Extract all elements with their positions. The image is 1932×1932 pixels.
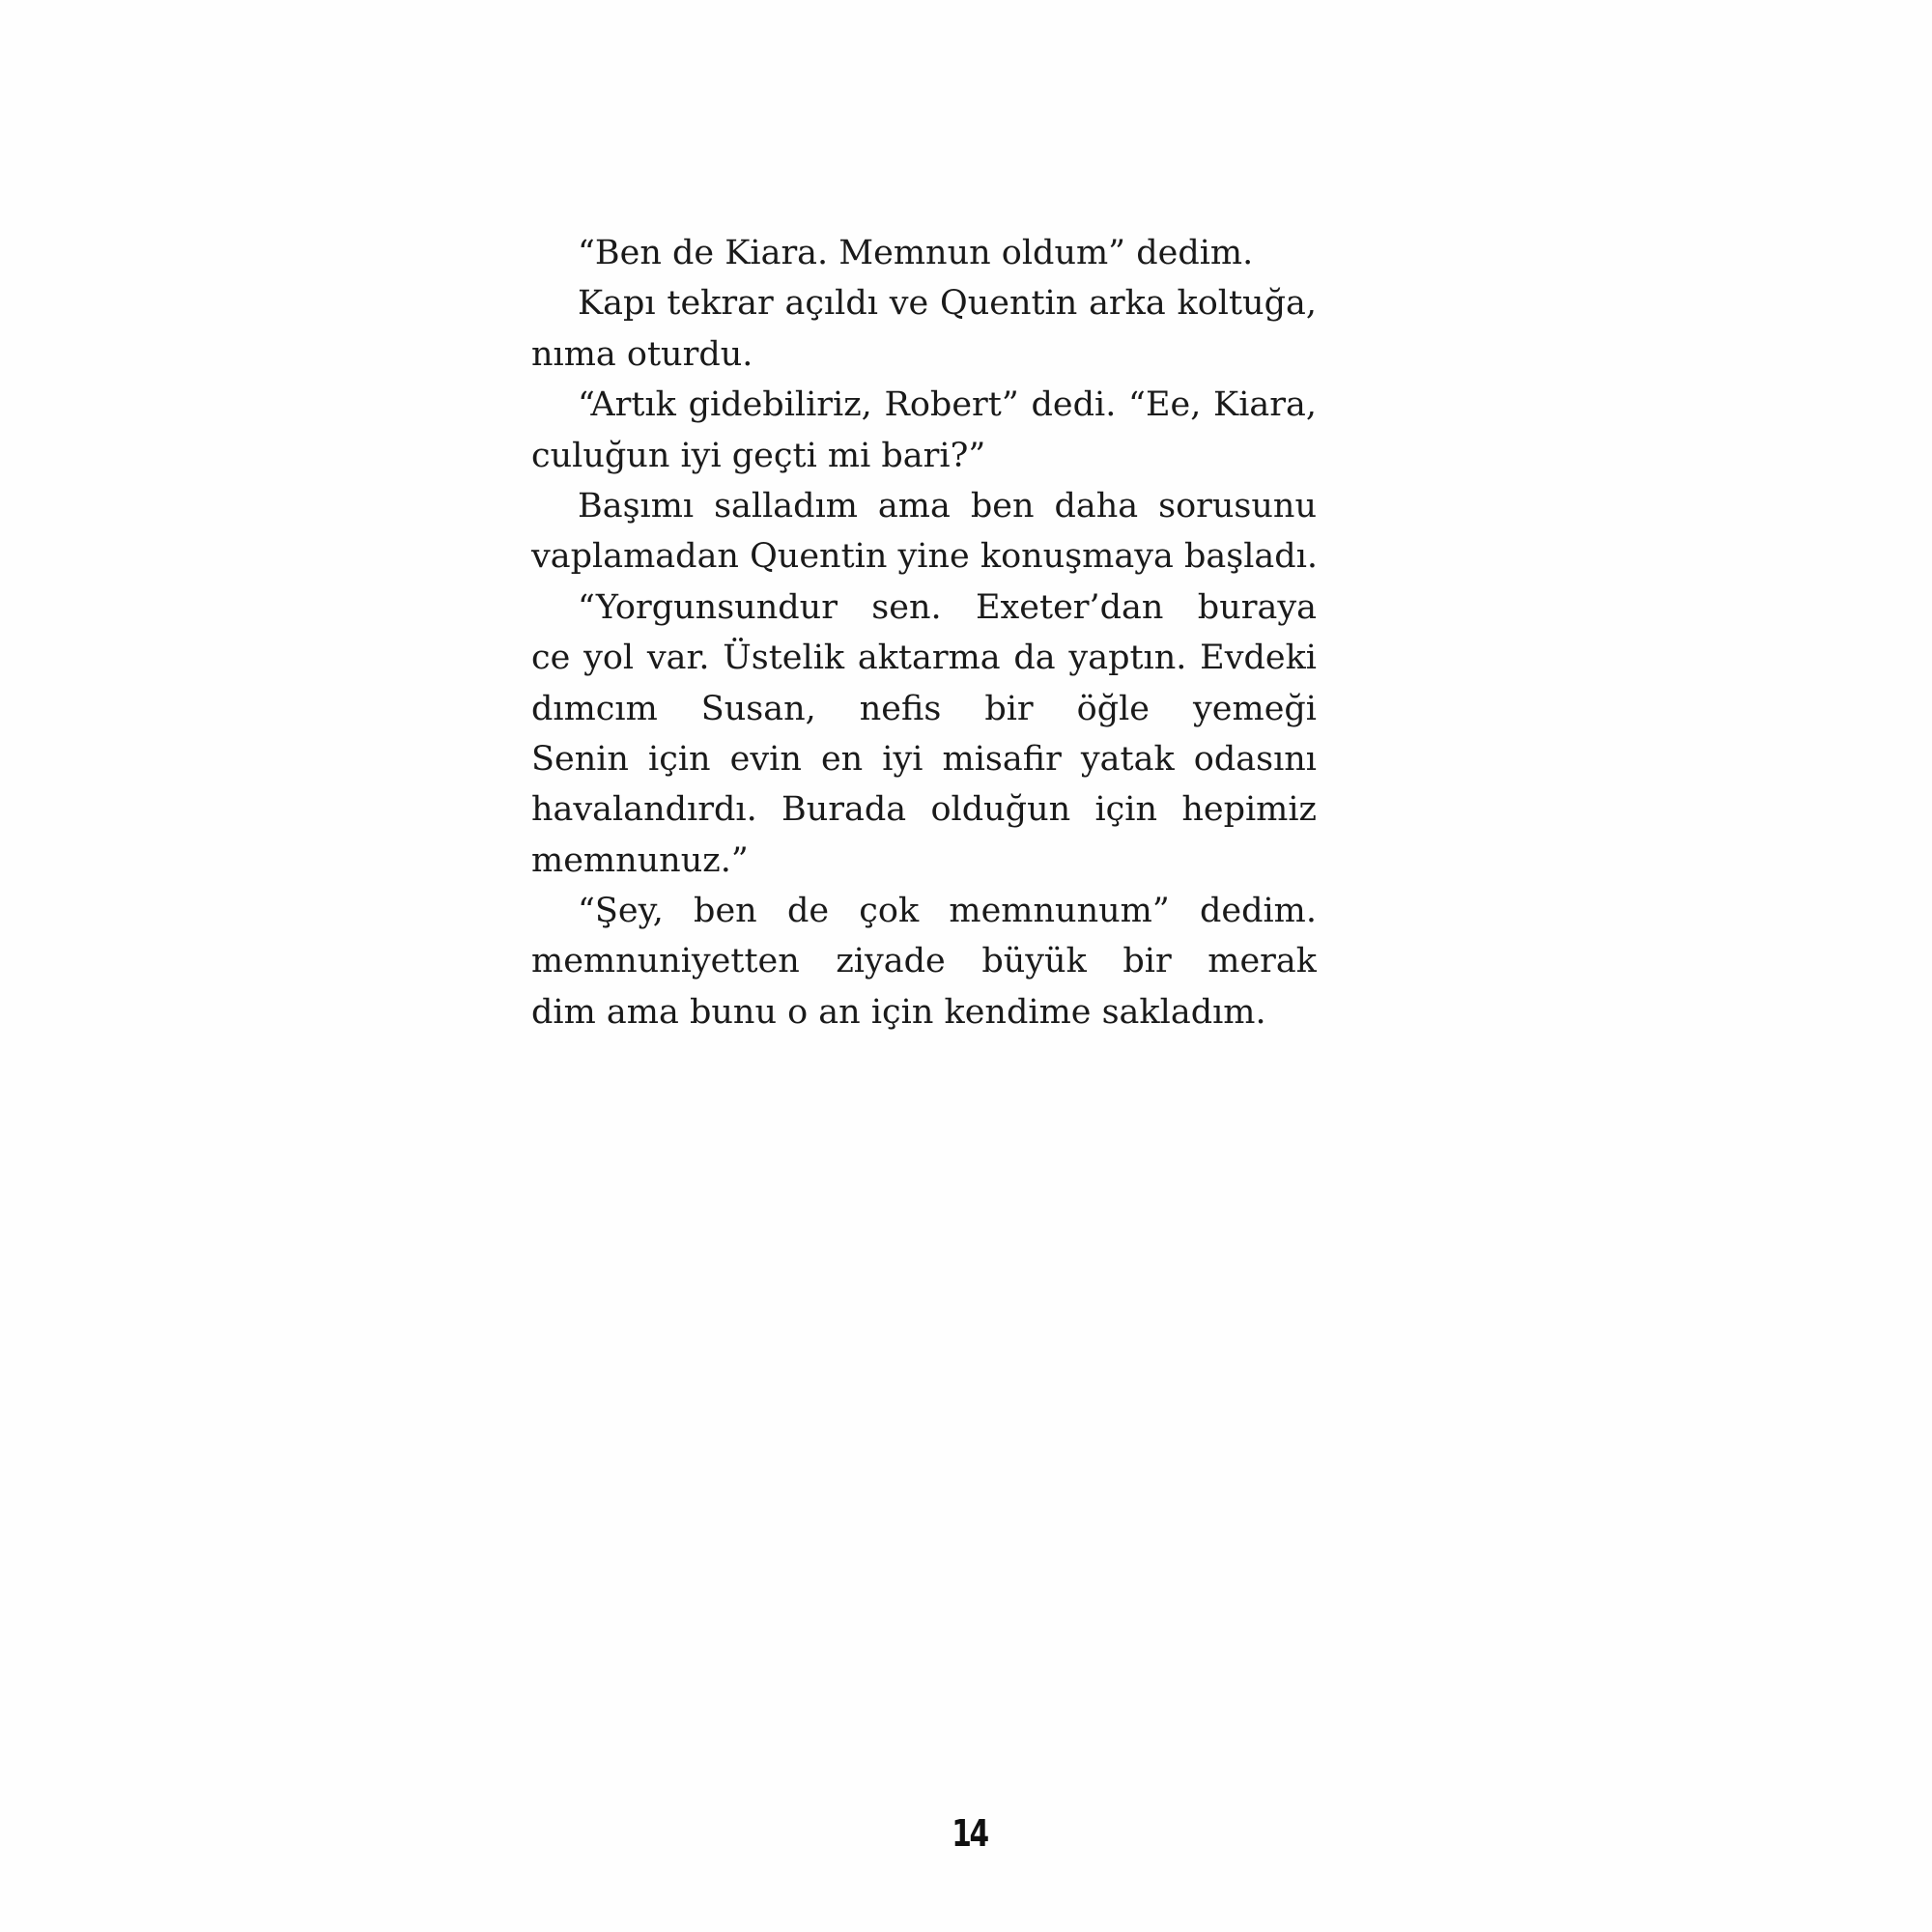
body-text (531, 228, 1317, 1037)
text-line: “Şey, ben de çok memnunum” dedim. (578, 892, 1317, 931)
text-line: dim ama bunu o an için kendime sakladım. (531, 992, 1266, 1032)
text-line: culuğun iyi geçti mi bari?” (531, 436, 986, 475)
text-line: Başımı salladım ama ben daha sorusunu (578, 486, 1317, 526)
text-line: “Yorgunsundur sen. Exeter’dan buraya (578, 587, 1317, 627)
text-line: nıma oturdu. (531, 334, 753, 374)
text-line: Senin için evin en iyi misafir yatak odasını (531, 739, 1317, 779)
text-line: “Artık gidebiliriz, Robert” dedi. “Ee, Kiara, (578, 385, 1317, 425)
text-line: havalandırdı. Burada olduğun için hepimiz (531, 790, 1317, 830)
page-number: 14 (952, 1812, 987, 1855)
text-line: Kapı tekrar açıldı ve Quentin arka koltuğa, (578, 284, 1317, 324)
text-line: dımcım Susan, nefis bir öğle yemeği (531, 689, 1317, 728)
text-line: vaplamadan Quentin yine konuşmaya başladı. (531, 537, 1319, 577)
text-line: ce yol var. Üstelik aktarma da yaptın. Evdeki (531, 639, 1317, 678)
text-line: memnunuz.” (531, 840, 749, 880)
text-line: “Ben de Kiara. Memnun oldum” dedim. (578, 234, 1254, 272)
text-line: memnuniyetten ziyade büyük bir merak (531, 942, 1317, 981)
